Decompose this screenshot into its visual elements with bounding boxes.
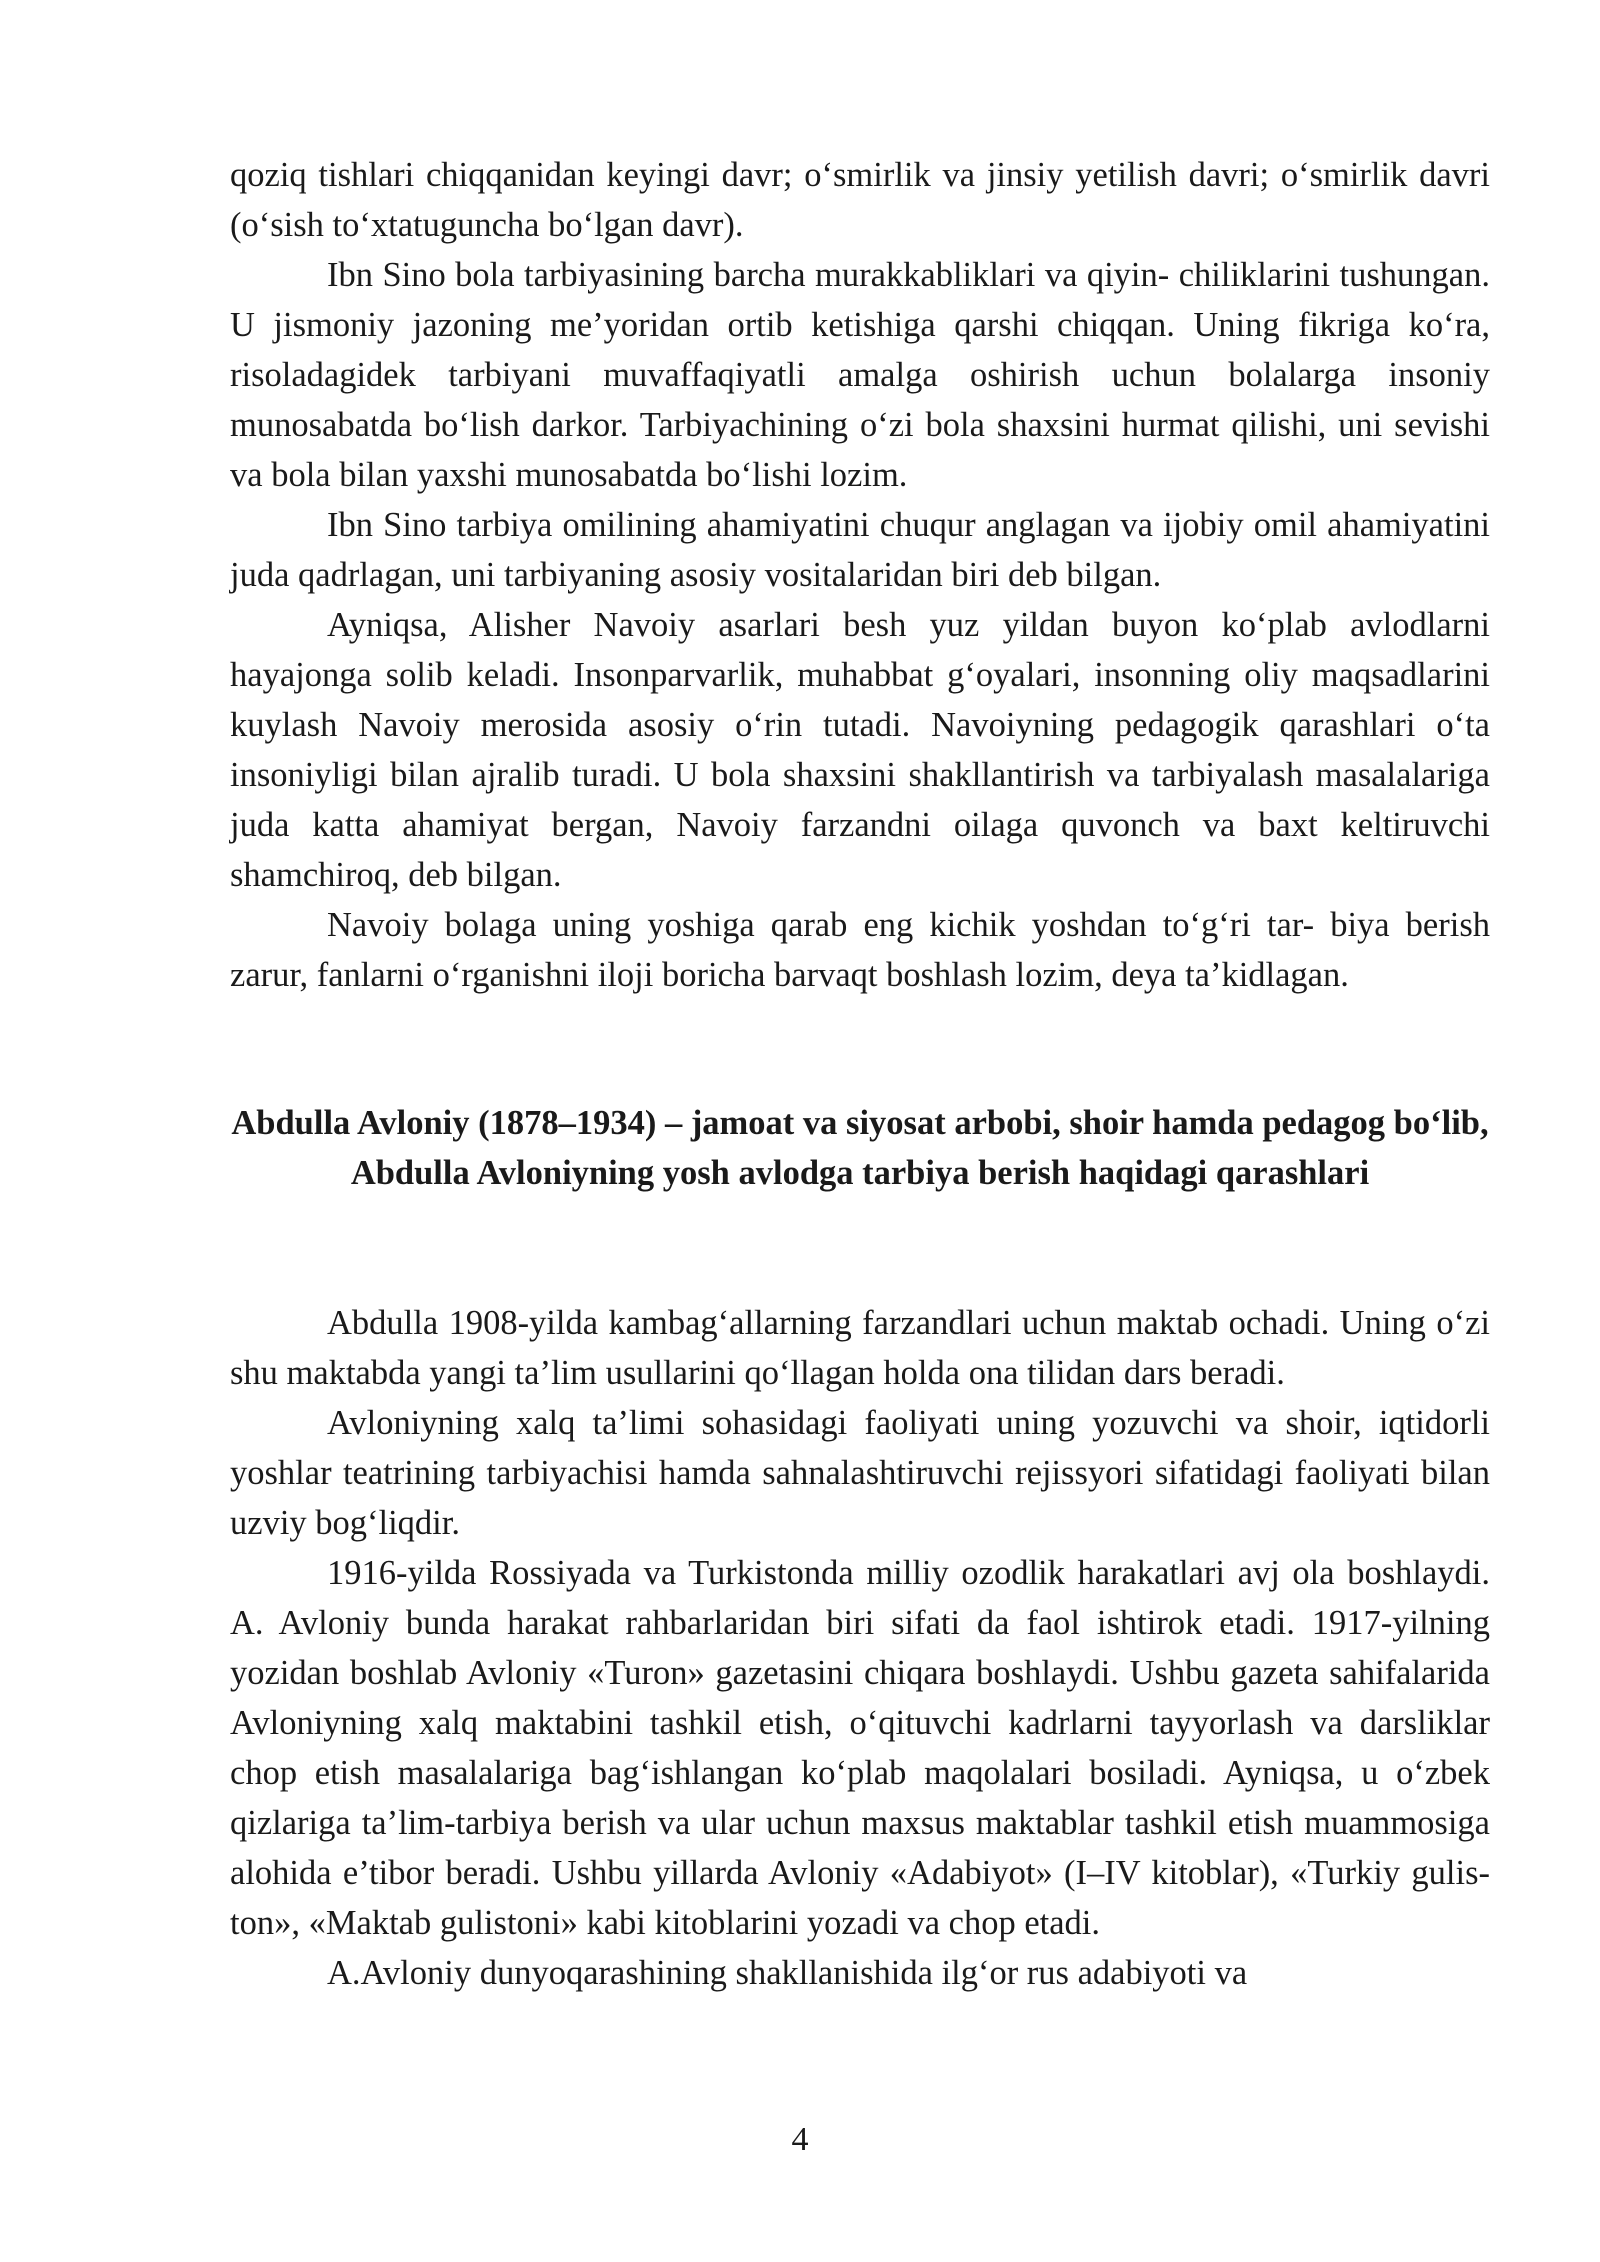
paragraph-navoiy-works: Ayniqsa, Alisher Navoiy asarlari besh yuz yildan buyon ko‘plab avlodlarni hayajonga solib keladi. Insonparvarlik, muhabbat g‘oyalari, insonning oliy maqsadlarini kuylash Navoiy merosida asosiy o‘rin tutadi. Navoiyning pedagogik qarashlari o‘ta insoniyligi bilan ajralib turadi. U bola shaxsini shakllantirish va tarbiyalash masalalariga juda katta ahamiyat bergan, Navoiy farzandni oilaga quvonch va baxt keltiruvchi shamchiroq, deb bilgan. [230, 606, 1490, 894]
section-avloniy [230, 1298, 1490, 1998]
paragraph-avloniy-turon: 1916-yilda Rossiyada va Turkistonda milliy ozodlik harakatlari avj ola boshlaydi. A. Avloniy bunda harakat rahbarlaridan biri sifati da faol ishtirok etadi. 1917-yilning yozidan boshlab Avloniy «Turon» gazetasini chiqara boshlaydi. Ushbu gazeta sahifalarida Avloniyning xalq maktabini tashkil etish, o‘qituvchi kadrlarni tayyorlash va darsliklar chop etish masalalariga bag‘ishlangan ko‘plab maqolalari bosiladi. Ayniqsa, u o‘zbek qizlariga ta’lim-tarbiya berish va ular uchun maxsus maktablar tashkil etish muammosiga alohida e’tibor beradi. Ushbu yillarda Avloniy «Adabiyot» (I–IV kitoblar), «Turkiy gulis- ton», «Maktab gulistoni» kabi kitoblarini yozadi va chop etadi. [230, 1554, 1490, 1942]
paragraph-avloniy-school: Abdulla 1908-yilda kambag‘allarning farzandlari uchun maktab ochadi. Uning o‘zi shu maktabda yangi ta’lim usullarini qo‘llagan holda ona tilidan dars beradi. [230, 1304, 1490, 1392]
paragraph-avloniy-worldview: A.Avloniy dunyoqarashining shakllanishida ilg‘or rus adabiyoti va [327, 1954, 1248, 1992]
page-number: 4 [791, 2121, 809, 2158]
section-ibn-sino-navoiy [230, 150, 1490, 1000]
paragraph-ibn-sino-factor: Ibn Sino tarbiya omilining ahamiyatini chuqur anglagan va ijobiy omil ahamiyatini juda qadrlagan, uni tarbiyaning asosiy vositalaridan biri deb bilgan. [230, 506, 1490, 594]
paragraph-avloniy-activity: Avloniyning xalq ta’limi sohasidagi faoliyati uning yozuvchi va shoir, iqtidorli yoshlar teatrining tarbiyachisi hamda sahnalashtiruvchi rejissyori sifatidagi faoliyati bilan uzviy bog‘liqdir. [230, 1404, 1490, 1542]
paragraph-navoiy-education: Navoiy bolaga uning yoshiga qarab eng kichik yoshdan to‘g‘ri tar- biya berish zarur, fanlarni o‘rganishni iloji boricha barvaqt boshlash lozim, deya ta’kidlagan. [230, 906, 1490, 994]
section-heading-avloniy: Abdulla Avloniy (1878–1934) – jamoat va siyosat arbobi, shoir hamda pedagog bo‘lib, Abdulla Avloniyning yosh avlodga tarbiya berish haqidagi qarashlari [231, 1104, 1489, 1192]
paragraph-ibn-sino-upbringing: Ibn Sino bola tarbiyasining barcha murakkabliklari va qiyin- chiliklarini tushungan. U jismoniy jazoning me’yoridan ortib ketishiga qarshi chiqqan. Uning fikriga ko‘ra, risoladagidek tarbiyani muvaffaqiyatli amalga oshirish uchun bolalarga insoniy munosabatda bo‘lish darkor. Tarbiyachining o‘zi bola shaxsini hurmat qilishi, uni sevishi va bola bilan yaxshi munosabatda bo‘lishi lozim. [230, 256, 1490, 494]
paragraph-continuation: qoziq tishlari chiqqanidan keyingi davr; o‘smirlik va jinsiy yetilish davri; o‘smirlik davri (o‘sish to‘xtatuguncha bo‘lgan davr). [230, 156, 1490, 244]
